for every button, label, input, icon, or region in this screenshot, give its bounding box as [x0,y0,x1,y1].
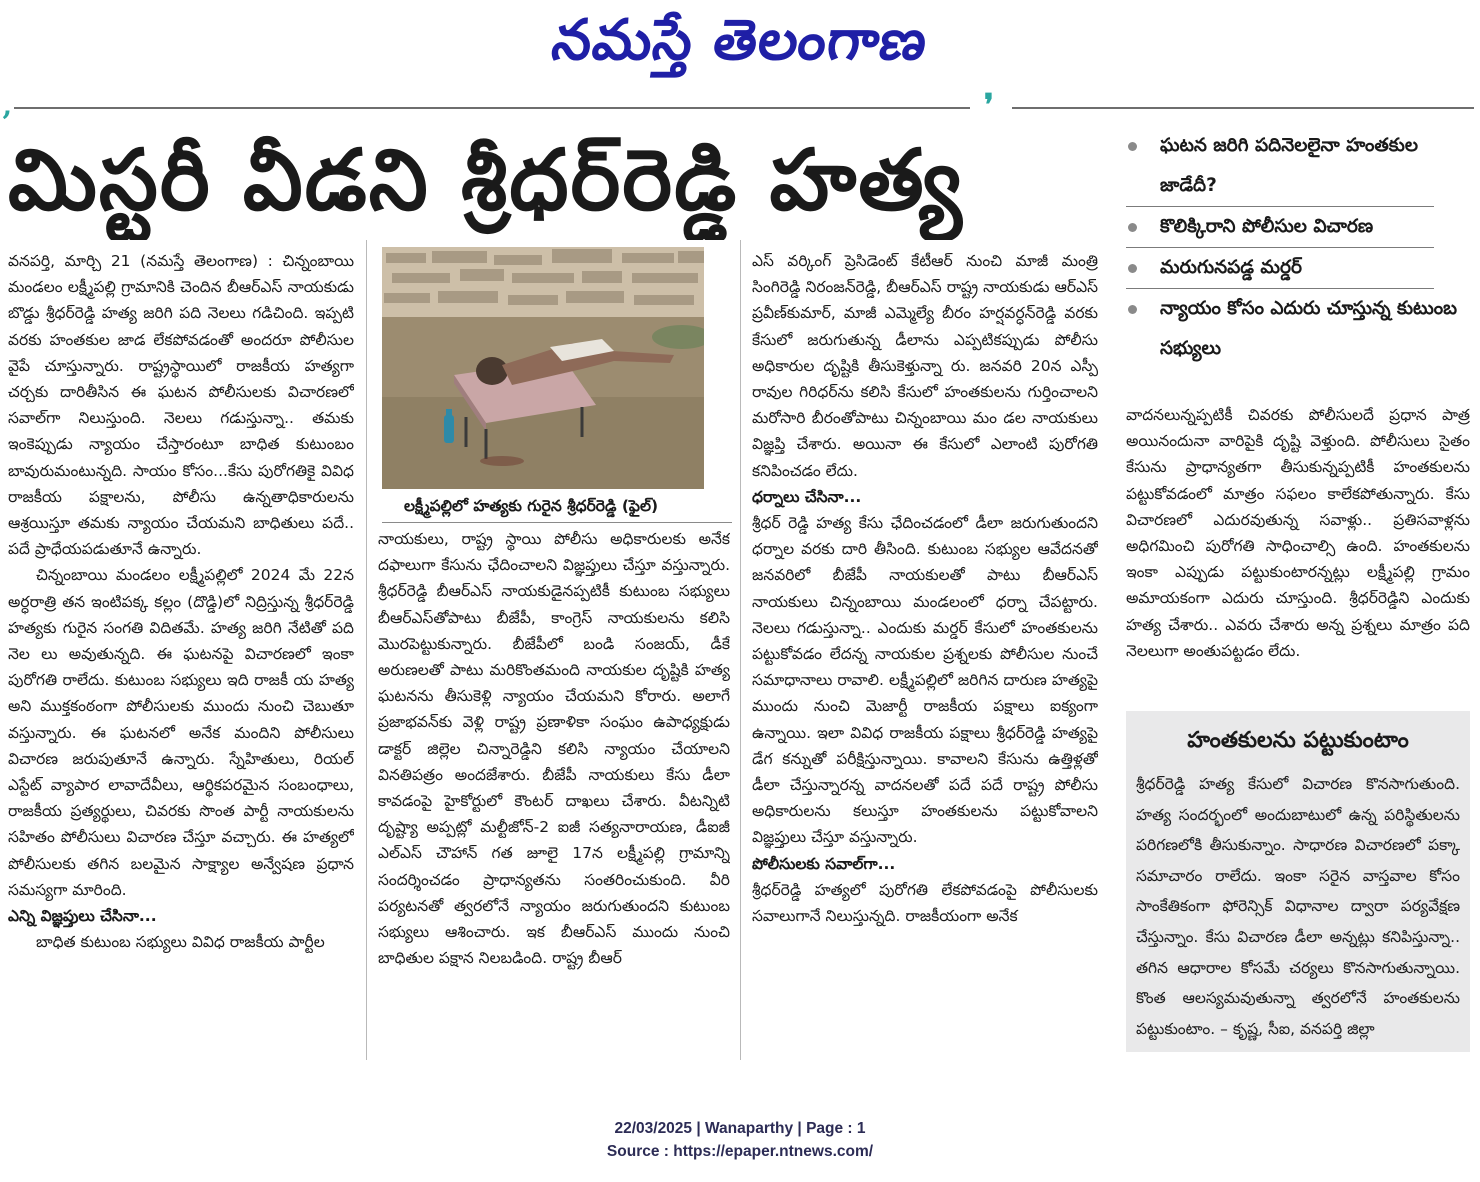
official-quote-box [1126,711,1470,1052]
bullet-icon [1128,264,1137,273]
subheading: ధర్నాలు చేసినా... [752,487,862,506]
bullet-icon [1128,223,1137,232]
paragraph: నాయకులు, రాష్ట్ర స్థాయి పోలీసు అధికారులకు అనేక దఫాలుగా కేసును ఛేదించాలని విజ్ఞప్తులు చేస్తూ వస్తున్నారు. శ్రీధర్‌రెడ్డి బీఆర్‌ఎస్ నాయకుడైనప్పటికీ కుటుంబ సభ్యులు బీఆర్‌ఎస్‌తోపాటు బీజేపీ, కాంగ్రెస్ నాయకులను కలిసి మొరపెట్టుకున్నారు. బీజేపీలో బండి సంజయ్, డీకే అరుణలతో పాటు మరికొంతమంది నాయకుల దృష్టికి హత్య ఘటనను తీసుకెళ్లి న్యాయం చేయమని కోరారు. అలాగే ప్రజాభవన్‌కు వెళ్లి రాష్ట్ర ప్రణాళికా సంఘం ఉపాధ్యక్షుడు డాక్టర్ జిల్లెల చిన్నారెడ్డిని కలిసి న్యాయం చేయాలని వినతిపత్రం అందజేశారు. బీజేపీ నాయకులు కేసు డీలా కావడంపై హైకోర్టులో కౌంటర్ దాఖలు చేశారు. వీటన్నిటి దృష్ట్యా అప్పట్లో మల్టీజోన్-2 ఐజీ సత్యనారాయణ, డీఐజీ ఎల్‌ఎస్ చౌహాన్ గత జూలై 17న లక్ష్మీపల్లి గ్రామాన్ని సందర్శించడం ప్రాధాన్యతను సంతరించుకుంది. వీరి పర్యటనతో త్వరలోనే న్యాయం జరుగుతుందని కుటుంబ సభ్యులు ఆశించారు. ఇక బీఆర్‌ఎస్ ముందు నుంచి బాధితుల పక్షాన నిలబడింది. రాష్ట్ర బీఆర్ [378,530,730,968]
highlight-text: మరుగునపడ్డ మర్డర్ [1160,257,1302,278]
bullet-icon [1128,305,1137,314]
subheading: ఎన్ని విజ్ఞప్తులు చేసినా... [8,907,157,926]
highlights-list [1124,126,1474,369]
masthead-logo: నమస్తే తెలంగాణ [548,8,933,73]
paragraph: బాధిత కుటుంబ సభ్యులు వివిధ రాజకీయ పార్టీల [36,933,325,952]
paragraph: వనపర్తి, మార్చి 21 (నమస్తే తెలంగాణ) : చిన్నంబాయి మండలం లక్ష్మీపల్లి గ్రామానికి చెందిన బీఆర్‌ఎస్ నాయకుడు బొడ్డు శ్రీధర్‌రెడ్డి హత్య జరిగి పది నెలలు గడిచింది. ఇప్పటి వరకు హంతకుల జాడ లేకపోవడంతో అందరూ పోలీసుల వైపే చూస్తున్నారు. రాష్ట్రస్థాయిలో రాజకీయ హత్యగా చర్చకు దారితీసిన ఈ ఘటన పోలీసులకు విచారణలో సవాల్‌గా నిలుస్తుంది. నెలలు గడుస్తున్నా.. తమకు ఇంకెప్పుడు న్యాయం చేస్తారంటూ బాధిత కుటుంబం బావురుమంటున్నది. సాయం కోసం...కేసు పురోగతికై వివిధ రాజకీయ పక్షాలను, పోలీసు ఉన్నతాధికారులను ఆశ్రయిస్తూ తమకు న్యాయం చేయమని బాధితులు పదే.. పదే ప్రాధేయపడుతూనే ఉన్నారు. [8,252,354,559]
article-column-2 [378,526,730,1058]
photo-caption: లక్ష్మీపల్లిలో హత్యకు గురైన శ్రీధర్‌రెడ్డి (ఫైల్) [404,497,659,515]
highlight-text: న్యాయం కోసం ఎదురు చూస్తున్న కుటుంబ సభ్యులు [1160,298,1457,359]
column-divider [740,240,741,1060]
quote-box-title: హంతకులను పట్టుకుంటాం [1187,728,1409,753]
highlight-text: ఘటన జరిగి పదినెలలైనా హంతకుల జాడేదీ? [1160,135,1418,196]
highlight-item [1124,289,1474,369]
highlight-item [1124,207,1474,247]
subheading: పోలీసులకు సవాల్‌గా... [752,854,896,873]
footer-source: Source : https://epaper.ntnews.com/ [606,1143,874,1160]
caption-rule [382,522,732,523]
article-photo [382,247,704,489]
paragraph: వాదనలున్నప్పటికీ చివరకు పోలీసులదే ప్రధాన పాత్ర అయినందునా వారిపైకి దృష్టి వెళ్తుంది. పోలీసులు సైతం కేసును ప్రాధాన్యతగా తీసుకున్నప్పటికీ హంతకులను పట్టుకోవడంలో మాత్రం సఫలం కాలేకపోతున్నారు. కేసు విచారణలో ఎదురవుతున్న సవాళ్లు.. ప్రతిసవాళ్లను అధిగమించి పురోగతి సాధించాల్సి ఉంది. హంతకులను ఇంకా ఎప్పుడు పట్టుకుంటారన్నట్లు లక్ష్మీపల్లి గ్రామం అమాయకంగా ఎదురు చూస్తుంది. శ్రీధర్‌రెడ్డిని ఎందుకు హత్య చేశారు.. ఎవరు చేశారు అన్న ప్రశ్నలు మాత్రం పది నెలలుగా అంతుపట్టడం లేదు. [1126,406,1470,660]
quote-mark-left: ‚ [2,88,13,123]
paragraph: శ్రీధర్ రెడ్డి హత్య కేసు ఛేదించడంలో డీలా జరుగుతుందని ధర్నాల వరకు దారి తీసింది. కుటుంబ సభ్యుల ఆవేదనతో జనవరిలో బీజేపీ నాయకులతో పాటు బీఆర్‌ఎస్ నాయకులు చిన్నంబాయి మండలంలో ధర్నా చేపట్టారు. నెలలు గడుస్తున్నా.. ఎందుకు మర్డర్ కేసులో హంతకులను పట్టుకోవడం లేదన్న నాయకుల ప్రశ్నలకు పోలీసుల నుంచే సమాధానాలు రావాలి. లక్ష్మీపల్లిలో జరిగిన దారుణ హత్యపై ముందు నుంచి మెజార్టీ రాజకీయ పక్షాలు ఐక్యంగా ఉన్నాయి. ఇలా వివిధ రాజకీయ పక్షాలు శ్రీధర్‌రెడ్డి హత్యపై డేగ కన్నుతో పరీక్షిస్తున్నాయి. కావాలని కేసును ఉత్తిళ్లతో డీలా చేస్తున్నారన్న వాదనలతో పదే పదే రాష్ట్ర పోలీసు అధికారులను కలుస్తూ హంతకులను పట్టుకోవాలని విజ్ఞప్తులు చేస్తూ వస్తున్నారు. [752,514,1098,847]
paragraph: శ్రీధర్‌రెడ్డి హత్యలో పురోగతి లేకపోవడంపై పోలీసులకు సవాలుగానే నిలుస్తున్నది. రాజకీయంగా అనేక [752,880,1098,926]
quote-mark-right: ❜ [984,88,994,123]
paragraph: ఎస్ వర్కింగ్ ప్రెసిడెంట్ కేటీఆర్ నుంచి మాజీ మంత్రి సింగిరెడ్డి నిరంజన్‌రెడ్డి, బీఆర్‌ఎస్ రాష్ట్ర నాయకుడు ఆర్‌ఎస్ ప్రవీణ్‌కుమార్, మాజీ ఎమ్మెల్యే బీరం హర్షవర్ధన్‌రెడ్డి వరకు కేసులో జరుగుతున్న డీలాను ఎప్పటికప్పుడు పోలీసు అధికారుల దృష్టికి తీసుకెళ్తున్నా రు. జనవరి 20న ఎస్పీ రావుల గిరిధర్‌ను కలిసి కేసులో హంతకులను గుర్తించాలని మరోసారి బీరంతోపాటు చిన్నంబాయి మం డల నాయకులు విజ్ఞప్తి చేశారు. అయినా ఈ కేసులో ఎలాంటి పురోగతి కనిపించడం లేదు. [752,252,1098,480]
bullet-icon [1128,142,1137,151]
header-rule-right [1012,107,1474,109]
header-rule-left [14,107,970,109]
crime-scene-photo [382,247,704,489]
article-headline: మిస్టరీ వీడని శ్రీధర్‌రెడ్డి హత్య [8,131,964,229]
article-column-3 [752,248,1098,1058]
highlight-item [1124,126,1474,206]
quote-box-text: శ్రీధర్‌రెడ్డి హత్య కేసులో విచారణ కొనసాగుతుంది. హత్య సందర్భంలో అందుబాటులో ఉన్న పరిస్థితులను పరిగణలోకి తీసుకున్నాం. సాధారణ విచారణలో పక్కా సమాచారం రాలేదు. ఇంకా సరైన వాస్తవాల కోసం సాంకేతికంగా ఫోరెన్సిక్ విధానాల ద్వారా పర్యవేక్షణ చేస్తున్నాం. కేసు విచారణ డీలా అన్నట్లు కనిపిస్తున్నా.. తగిన ఆధారాల కోసమే చర్యలు కొనసాగుతున్నాయి. కొంత ఆలస్యమవుతున్నా త్వరలోనే హంతకులను పట్టుకుంటాం. – కృష్ణ, సీఐ, వనపర్తి జిల్లా [1136,775,1460,1038]
column-divider [366,240,367,1060]
article-column-1 [8,248,354,1058]
highlight-item [1124,248,1474,288]
article-column-4 [1126,402,1470,692]
footer-edition-info: 22/03/2025 | Wanaparthy | Page : 1 [614,1120,866,1137]
highlight-text: కొలిక్కిరాని పోలీసుల విచారణ [1160,216,1374,237]
paragraph: చిన్నంబాయి మండలం లక్ష్మీపల్లిలో 2024 మే 22న అర్ధరాత్రి తన ఇంటిపక్క కల్లం (దొడ్డి)లో నిద్రిస్తున్న శ్రీధర్‌రెడ్డి హత్యకు గురైన సంగతి విదితమే. హత్య జరిగి నేటితో పది నెల లు అవుతున్నది. ఈ ఘటనపై విచారణలో ఇంకా పురోగతి రాలేదు. కుటుంబ సభ్యులు ఇది రాజకీ య హత్య అని ముక్తకంఠంగా పోలీసులకు ముందు నుంచి చెబుతూ వస్తున్నారు. ఈ ఘటనలో అనేక మందిని పోలీసులు విచారణ జరుపుతూనే ఉన్నారు. స్నేహితులు, రియల్ ఎస్టేట్ వ్యాపార లావాదేవీలు, ఆర్థికపరమైన సంబంధాలు, రాజకీయ ప్రత్యర్థులు, చివరకు సొంత పార్టీ నాయకులను సహితం పోలీసులు విచారణ చేస్తూ వచ్చారు. ఈ హత్యలో పోలీసులకు తగిన బలమైన సాక్ష్యాల అన్వేషణ ప్రధాన సమస్యగా మారింది. [8,566,354,899]
